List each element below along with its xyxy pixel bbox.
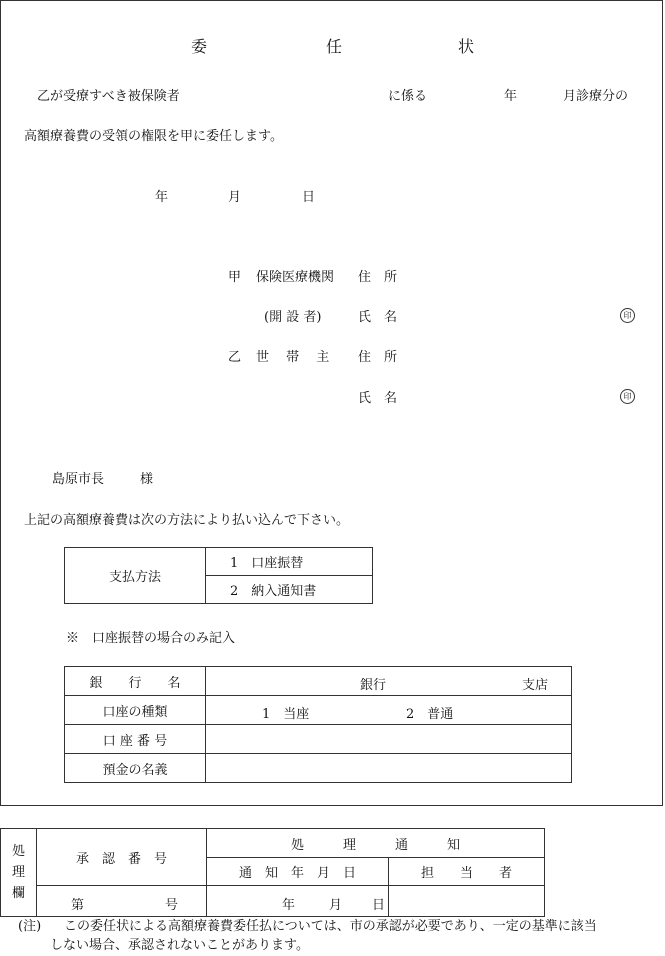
- addressee-name: 島原市長: [52, 472, 105, 487]
- bank-note: ※ 口座振替の場合のみ記入: [66, 631, 236, 646]
- payment-method-header: 支払方法: [65, 548, 206, 604]
- party-b-head: 世 帯 主: [256, 350, 330, 365]
- delegation-line1-suffix: 月診療分の: [563, 89, 629, 104]
- notice-date-field[interactable]: [207, 886, 389, 917]
- party-b-name-label: 氏 名: [358, 391, 398, 406]
- approval-prefix: 第: [71, 898, 85, 913]
- title-char-2: 任: [326, 37, 343, 56]
- account-holder-field[interactable]: [206, 754, 572, 783]
- processing-side-char-3: 欄: [11, 886, 25, 901]
- party-a-label: 甲: [228, 270, 242, 285]
- date-month: 月: [228, 190, 242, 205]
- footnote-label: (注): [18, 919, 42, 934]
- bank-account-table: [64, 666, 572, 783]
- party-a-opener: (開 設 者): [264, 310, 322, 325]
- person-in-charge-header: 担 当 者: [389, 858, 545, 886]
- payment-method-table: [64, 547, 373, 604]
- processing-side-char-2: 理: [11, 865, 25, 880]
- party-a-name-label: 氏 名: [358, 310, 398, 325]
- account-type-savings[interactable]: 2 普通: [406, 707, 454, 722]
- footnote-line2: しない場合、承認されないことがあります。: [50, 938, 309, 953]
- bank-suffix: 銀行: [360, 678, 387, 693]
- title-char-3: 状: [458, 37, 475, 56]
- processing-side-char-1: 処: [11, 844, 25, 859]
- title-char-1: 委: [191, 37, 208, 56]
- payment-intro: 上記の高額療養費は次の方法により払い込んで下さい。: [24, 513, 350, 528]
- notice-date-header: 通 知 年 月 日: [207, 858, 389, 886]
- delegation-line1-year: 年: [504, 89, 518, 104]
- payment-option-invoice[interactable]: 2 納入通知書: [206, 576, 373, 604]
- date-day: 日: [302, 190, 316, 205]
- notice-date-day: 日: [372, 898, 386, 913]
- processing-table: [0, 828, 545, 917]
- notice-date-year: 年: [282, 898, 296, 913]
- date-year: 年: [155, 190, 169, 205]
- addressee-honorific: 様: [140, 472, 154, 487]
- footnote-line1: この委任状による高額療養費委任払については、市の承認が必要であり、一定の基準に該当: [64, 919, 597, 934]
- party-b-address-label: 住 所: [358, 350, 398, 365]
- account-type-current[interactable]: 1 当座: [262, 707, 310, 722]
- account-number-label: 口 座 番 号: [65, 725, 206, 754]
- account-holder-label: 預金の名義: [65, 754, 206, 783]
- person-in-charge-field[interactable]: [389, 886, 545, 917]
- party-b-seal-icon: 印: [620, 389, 635, 404]
- approval-number-field[interactable]: [37, 886, 207, 917]
- party-a-address-label: 住 所: [358, 270, 398, 285]
- branch-suffix: 支店: [522, 678, 549, 693]
- processing-side-label: [1, 829, 37, 917]
- delegation-line2: 高額療養費の受領の権限を甲に委任します。: [24, 129, 283, 144]
- party-b-label: 乙: [228, 350, 242, 365]
- bank-name-label: 銀 行 名: [65, 667, 206, 696]
- party-a-seal-icon: 印: [620, 308, 635, 323]
- approval-number-header: 承 認 番 号: [37, 829, 207, 886]
- payment-option-transfer[interactable]: 1 口座振替: [206, 548, 373, 576]
- account-type-label: 口座の種類: [65, 696, 206, 725]
- account-type-field[interactable]: [206, 696, 572, 725]
- account-number-field[interactable]: [206, 725, 572, 754]
- delegation-line1-prefix: 乙が受療すべき被保険者: [37, 89, 180, 104]
- delegation-line1-mid: に係る: [388, 89, 428, 104]
- notice-header: 処 理 通 知: [207, 829, 545, 858]
- bank-name-field[interactable]: [206, 667, 572, 696]
- approval-suffix: 号: [165, 898, 179, 913]
- notice-date-month: 月: [329, 898, 343, 913]
- party-a-org: 保険医療機関: [256, 270, 335, 285]
